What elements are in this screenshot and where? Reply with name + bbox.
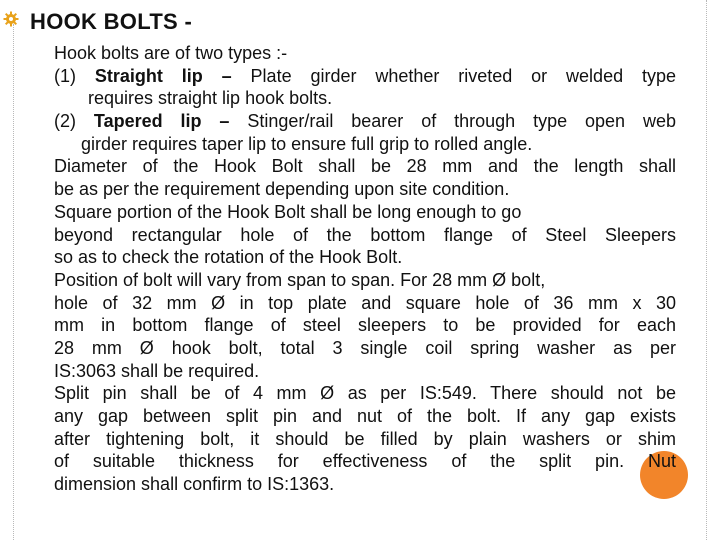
slide-title: HOOK BOLTS - bbox=[30, 9, 193, 34]
slide-frame-right-rule bbox=[706, 0, 707, 540]
type2-number: (2) bbox=[54, 111, 76, 132]
position-line-1: Position of bolt will vary from span to span. For 28 mm Ø bolt, bbox=[54, 269, 546, 290]
position-line-5: IS:3063 shall be required. bbox=[54, 360, 260, 381]
type1-line-1 bbox=[54, 65, 676, 88]
diameter-line-1: Diameter of the Hook Bolt shall be 28 mm and the length shall bbox=[54, 156, 676, 177]
slide-body bbox=[54, 42, 676, 496]
type1-line-2: requires straight lip hook bolts. bbox=[88, 88, 333, 109]
gear-bullet-icon bbox=[3, 11, 19, 27]
split-line-4: of suitable thickness for effectiveness of the split pin. Nut bbox=[54, 451, 676, 472]
position-line-2: hole of 32 mm Ø in top plate and square hole of 36 mm x 30 bbox=[54, 292, 676, 313]
type1-label: Straight lip – bbox=[94, 65, 232, 86]
type2-line-1 bbox=[54, 110, 676, 133]
square-line-3: so as to check the rotation of the Hook Bolt. bbox=[54, 247, 403, 268]
type1-text-1: Plate girder whether riveted or welded type bbox=[250, 65, 676, 86]
split-line-3: after tightening bolt, it should be filled by plain washers or shim bbox=[54, 428, 676, 449]
split-line-1: Split pin shall be of 4 mm Ø as per IS:549. There should not be bbox=[54, 383, 676, 404]
square-line-2: beyond rectangular hole of the bottom flange of Steel Sleepers bbox=[54, 224, 676, 245]
split-line-5: dimension shall confirm to IS:1363. bbox=[54, 474, 335, 495]
type2-line-2: girder requires taper lip to ensure full grip to rolled angle. bbox=[81, 133, 533, 154]
diameter-line-2: be as per the requirement depending upon site condition. bbox=[54, 179, 510, 200]
type2-text-1: Stinger/rail bearer of through type open web bbox=[247, 111, 676, 132]
position-line-3: mm in bottom flange of steel sleepers to be provided for each bbox=[54, 315, 676, 336]
type2-label: Tapered lip – bbox=[93, 111, 230, 132]
intro-line: Hook bolts are of two types :- bbox=[54, 43, 288, 63]
split-line-2: any gap between split pin and nut of the bolt. If any gap exists bbox=[54, 406, 676, 426]
type1-number: (1) bbox=[54, 65, 76, 86]
square-line-1: Square portion of the Hook Bolt shall be long enough to go bbox=[54, 201, 522, 222]
position-line-4: 28 mm Ø hook bolt, total 3 single coil spring washer as per bbox=[54, 337, 676, 358]
slide-frame-left-rule bbox=[13, 24, 14, 540]
